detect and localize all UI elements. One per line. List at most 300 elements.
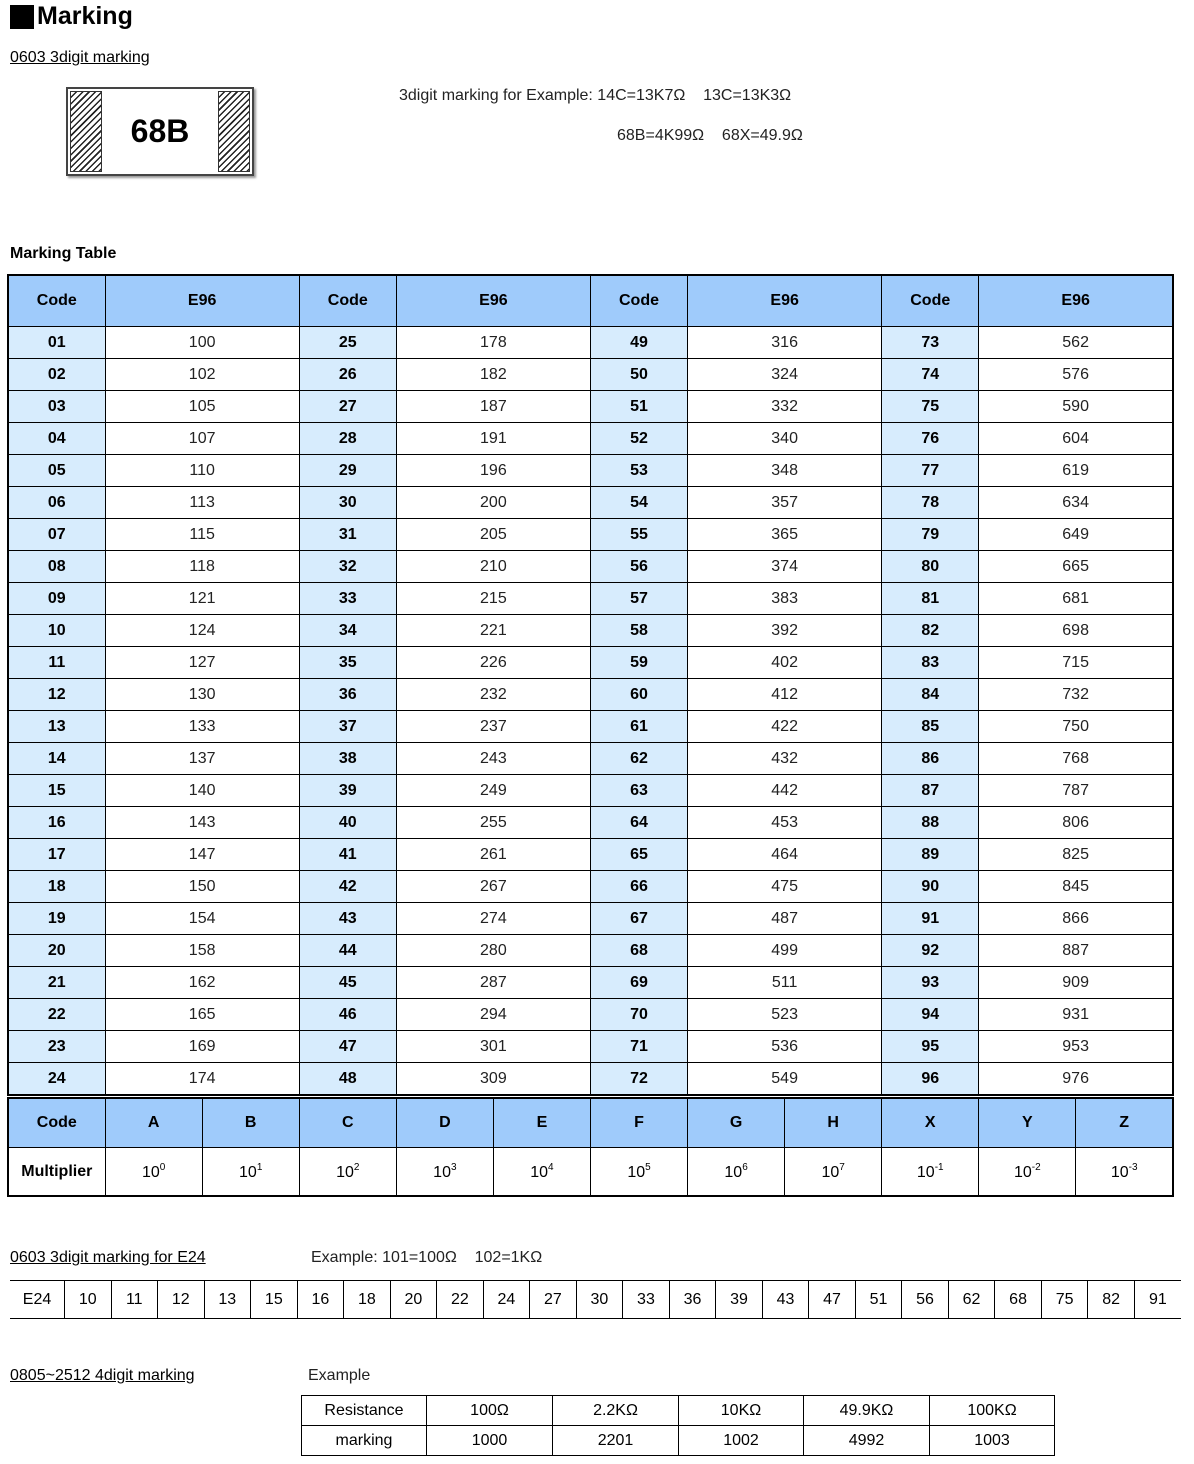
code-cell: 89 <box>882 839 979 871</box>
e96-value-cell: 105 <box>105 391 299 423</box>
code-cell: 78 <box>882 487 979 519</box>
table-row <box>8 743 1173 775</box>
code-cell: 54 <box>590 487 687 519</box>
code-cell: 57 <box>590 583 687 615</box>
code-cell: 33 <box>299 583 396 615</box>
example-3digit-line2: 68B=4K99Ω 68X=49.9Ω <box>617 127 803 144</box>
code-cell: 51 <box>590 391 687 423</box>
e96-value-cell: 147 <box>105 839 299 871</box>
e96-value-cell: 392 <box>688 615 882 647</box>
multiplier-exponent: 1 <box>256 1161 263 1173</box>
multiplier-value-cell <box>202 1148 299 1197</box>
code-cell: 74 <box>882 359 979 391</box>
code-cell: 30 <box>299 487 396 519</box>
code-cell: 19 <box>8 903 105 935</box>
e96-value-cell: 205 <box>396 519 590 551</box>
table-row <box>8 999 1173 1031</box>
e96-value-cell: 976 <box>979 1063 1173 1096</box>
e96-value-cell: 432 <box>688 743 882 775</box>
resistance-value-cell: 100Ω <box>427 1396 553 1426</box>
code-cell: 56 <box>590 551 687 583</box>
e96-value-cell: 348 <box>688 455 882 487</box>
marking-value-cell: 2201 <box>553 1426 679 1456</box>
e96-value-cell: 124 <box>105 615 299 647</box>
multiplier-base: 10 <box>916 1163 935 1181</box>
e96-value-cell: 732 <box>979 679 1173 711</box>
code-cell: 03 <box>8 391 105 423</box>
multiplier-code-cell: Z <box>1076 1098 1173 1148</box>
e96-value-cell: 294 <box>396 999 590 1031</box>
code-cell: 41 <box>299 839 396 871</box>
multiplier-code-cell: F <box>590 1098 687 1148</box>
e24-value-cell: 18 <box>344 1281 391 1319</box>
e96-value-cell: 110 <box>105 455 299 487</box>
code-cell: 83 <box>882 647 979 679</box>
marking-table-header <box>8 275 1173 327</box>
example-3digit-line1: 3digit marking for Example: 14C=13K7Ω 13C=13K3Ω <box>399 87 792 104</box>
e24-value-cell: 15 <box>251 1281 298 1319</box>
table-row <box>8 775 1173 807</box>
e96-value-cell: 162 <box>105 967 299 999</box>
multiplier-code-cell: A <box>105 1098 202 1148</box>
table-row <box>8 903 1173 935</box>
e96-value-cell: 169 <box>105 1031 299 1063</box>
table-row <box>8 551 1173 583</box>
e96-value-cell: 442 <box>688 775 882 807</box>
e96-value-cell: 121 <box>105 583 299 615</box>
e24-example: Example: 101=100Ω 102=1KΩ <box>311 1249 543 1266</box>
e96-value-cell: 453 <box>688 807 882 839</box>
resistance-row-label: Resistance <box>302 1396 427 1426</box>
e96-value-cell: 274 <box>396 903 590 935</box>
multiplier-base: 10 <box>141 1163 160 1181</box>
code-cell: 72 <box>590 1063 687 1096</box>
resistance-value-cell: 100KΩ <box>930 1396 1055 1426</box>
e96-value-cell: 619 <box>979 455 1173 487</box>
code-cell: 81 <box>882 583 979 615</box>
e24-value-cell: 47 <box>809 1281 856 1319</box>
multiplier-base: 10 <box>239 1163 257 1181</box>
code-cell: 13 <box>8 711 105 743</box>
resistance-value-cell: 2.2KΩ <box>553 1396 679 1426</box>
e96-value-cell: 549 <box>688 1063 882 1096</box>
code-cell: 43 <box>299 903 396 935</box>
e96-value-cell: 475 <box>688 871 882 903</box>
e96-value-cell: 374 <box>688 551 882 583</box>
multiplier-value-cell <box>882 1148 979 1197</box>
multiplier-code-cell: C <box>299 1098 396 1148</box>
e96-value-cell: 604 <box>979 423 1173 455</box>
multiplier-base: 10 <box>627 1163 646 1181</box>
header-code: Code <box>882 275 979 327</box>
code-cell: 61 <box>590 711 687 743</box>
code-cell: 25 <box>299 327 396 359</box>
multiplier-code-cell: Y <box>979 1098 1076 1148</box>
header-code: Code <box>299 275 396 327</box>
e96-value-cell: 332 <box>688 391 882 423</box>
code-cell: 34 <box>299 615 396 647</box>
code-cell: 40 <box>299 807 396 839</box>
table-row <box>8 871 1173 903</box>
resistance-row <box>302 1396 1055 1426</box>
e96-value-cell: 243 <box>396 743 590 775</box>
code-cell: 01 <box>8 327 105 359</box>
e96-value-cell: 931 <box>979 999 1173 1031</box>
code-cell: 36 <box>299 679 396 711</box>
table-row <box>8 615 1173 647</box>
code-cell: 44 <box>299 935 396 967</box>
e96-value-cell: 174 <box>105 1063 299 1096</box>
code-cell: 04 <box>8 423 105 455</box>
e96-value-cell: 255 <box>396 807 590 839</box>
e96-value-cell: 143 <box>105 807 299 839</box>
section-3digit-heading: 0603 3digit marking <box>10 49 150 66</box>
code-cell: 26 <box>299 359 396 391</box>
e96-value-cell: 523 <box>688 999 882 1031</box>
e96-value-cell: 309 <box>396 1063 590 1096</box>
resistance-value-cell: 10KΩ <box>679 1396 804 1426</box>
code-cell: 91 <box>882 903 979 935</box>
chip-marking-label: 68B <box>130 113 190 149</box>
e96-value-cell: 511 <box>688 967 882 999</box>
e96-value-cell: 953 <box>979 1031 1173 1063</box>
code-cell: 82 <box>882 615 979 647</box>
e96-value-cell: 178 <box>396 327 590 359</box>
e96-value-cell: 357 <box>688 487 882 519</box>
code-cell: 39 <box>299 775 396 807</box>
code-cell: 87 <box>882 775 979 807</box>
marking-row <box>302 1426 1055 1456</box>
e24-value-cell: 24 <box>483 1281 530 1319</box>
multiplier-code-cell: B <box>202 1098 299 1148</box>
table-row <box>8 391 1173 423</box>
multiplier-table <box>7 1097 1174 1197</box>
e96-value-cell: 340 <box>688 423 882 455</box>
header-code: Code <box>590 275 687 327</box>
e24-value-cell: 43 <box>762 1281 809 1319</box>
e96-value-cell: 715 <box>979 647 1173 679</box>
e96-value-cell: 165 <box>105 999 299 1031</box>
e96-value-cell: 150 <box>105 871 299 903</box>
e96-value-cell: 226 <box>396 647 590 679</box>
code-cell: 46 <box>299 999 396 1031</box>
multiplier-base: 10 <box>724 1163 743 1181</box>
table-row <box>8 519 1173 551</box>
multiplier-code-cell: X <box>882 1098 979 1148</box>
multiplier-value-cell <box>299 1148 396 1197</box>
code-cell: 90 <box>882 871 979 903</box>
code-cell: 24 <box>8 1063 105 1096</box>
e96-value-cell: 100 <box>105 327 299 359</box>
multiplier-code-cell: G <box>688 1098 785 1148</box>
e96-value-cell: 806 <box>979 807 1173 839</box>
code-cell: 06 <box>8 487 105 519</box>
code-cell: 45 <box>299 967 396 999</box>
hatched-terminal-left <box>70 91 102 172</box>
code-cell: 68 <box>590 935 687 967</box>
e96-value-cell: 215 <box>396 583 590 615</box>
multiplier-exponent: -3 <box>1128 1161 1138 1173</box>
e96-value-cell: 576 <box>979 359 1173 391</box>
code-cell: 11 <box>8 647 105 679</box>
e96-value-cell: 287 <box>396 967 590 999</box>
code-cell: 12 <box>8 679 105 711</box>
e24-value-cell: 13 <box>204 1281 251 1319</box>
e24-value-cell: 39 <box>716 1281 763 1319</box>
page-title <box>10 2 133 31</box>
code-cell: 08 <box>8 551 105 583</box>
table-row <box>8 583 1173 615</box>
resistor-chip-illustration <box>66 87 254 176</box>
code-cell: 14 <box>8 743 105 775</box>
code-cell: 69 <box>590 967 687 999</box>
table-row <box>8 967 1173 999</box>
code-cell: 02 <box>8 359 105 391</box>
multiplier-value-cell <box>105 1148 202 1197</box>
code-cell: 09 <box>8 583 105 615</box>
multiplier-base: 10 <box>336 1163 354 1181</box>
code-cell: 52 <box>590 423 687 455</box>
multiplier-code-cell: E <box>493 1098 590 1148</box>
multiplier-exponent: 5 <box>645 1161 651 1173</box>
e96-value-cell: 825 <box>979 839 1173 871</box>
multiplier-exponent: 6 <box>742 1161 748 1173</box>
e96-value-cell: 261 <box>396 839 590 871</box>
code-cell: 80 <box>882 551 979 583</box>
e96-value-cell: 130 <box>105 679 299 711</box>
multiplier-code-cell: H <box>785 1098 882 1148</box>
code-cell: 15 <box>8 775 105 807</box>
multiplier-base: 10 <box>821 1163 840 1181</box>
code-cell: 84 <box>882 679 979 711</box>
e24-label: E24 <box>10 1281 65 1319</box>
e24-value-cell: 33 <box>623 1281 670 1319</box>
multiplier-exponent: 4 <box>548 1161 554 1173</box>
e96-value-cell: 115 <box>105 519 299 551</box>
e96-value-cell: 158 <box>105 935 299 967</box>
e96-value-cell: 768 <box>979 743 1173 775</box>
multiplier-base: 10 <box>433 1163 451 1181</box>
hatched-terminal-right <box>218 91 250 172</box>
resistance-value-cell: 49.9KΩ <box>804 1396 930 1426</box>
multiplier-exponent: 7 <box>839 1161 845 1173</box>
code-cell: 22 <box>8 999 105 1031</box>
e96-value-cell: 154 <box>105 903 299 935</box>
multiplier-code-label: Code <box>8 1098 105 1148</box>
multiplier-exponent: 0 <box>159 1161 166 1173</box>
e96-value-cell: 280 <box>396 935 590 967</box>
header-e96: E96 <box>105 275 299 327</box>
e96-value-cell: 590 <box>979 391 1173 423</box>
e24-row <box>10 1281 1181 1319</box>
e96-value-cell: 127 <box>105 647 299 679</box>
e96-value-cell: 267 <box>396 871 590 903</box>
section-4digit-heading: 0805~2512 4digit marking <box>10 1367 195 1384</box>
e24-value-cell: 91 <box>1149 1290 1167 1308</box>
e24-value-cell: 68 <box>995 1281 1042 1319</box>
e24-value-cell: 36 <box>669 1281 716 1319</box>
table-row <box>8 487 1173 519</box>
e96-value-cell: 698 <box>979 615 1173 647</box>
e96-value-cell: 649 <box>979 519 1173 551</box>
code-cell: 17 <box>8 839 105 871</box>
multiplier-exponent: 3 <box>450 1161 457 1173</box>
e96-value-cell: 182 <box>396 359 590 391</box>
table-row <box>8 1063 1173 1096</box>
e96-value-cell: 562 <box>979 327 1173 359</box>
multiplier-code-row <box>8 1098 1173 1148</box>
marking-value-cell: 1003 <box>930 1426 1055 1456</box>
table-row <box>8 1031 1173 1063</box>
e96-value-cell: 237 <box>396 711 590 743</box>
code-cell: 28 <box>299 423 396 455</box>
e24-value-cell: 56 <box>902 1281 949 1319</box>
e24-value-cell: 10 <box>65 1281 112 1319</box>
code-cell: 05 <box>8 455 105 487</box>
e96-value-cell: 634 <box>979 487 1173 519</box>
e96-value-cell: 422 <box>688 711 882 743</box>
code-cell: 38 <box>299 743 396 775</box>
code-cell: 92 <box>882 935 979 967</box>
e24-value-cell: 22 <box>437 1281 484 1319</box>
code-cell: 65 <box>590 839 687 871</box>
code-cell: 55 <box>590 519 687 551</box>
code-cell: 37 <box>299 711 396 743</box>
page-title-text: Marking <box>37 2 133 30</box>
code-cell: 27 <box>299 391 396 423</box>
code-cell: 18 <box>8 871 105 903</box>
code-cell: 48 <box>299 1063 396 1096</box>
e96-value-cell: 137 <box>105 743 299 775</box>
section-e24-heading: 0603 3digit marking for E24 <box>10 1249 206 1266</box>
e96-value-cell: 232 <box>396 679 590 711</box>
multiplier-label: Multiplier <box>8 1148 105 1197</box>
code-cell: 96 <box>882 1063 979 1096</box>
code-cell: 93 <box>882 967 979 999</box>
e96-value-cell: 133 <box>105 711 299 743</box>
e24-value-cell: 16 <box>297 1281 344 1319</box>
code-cell: 79 <box>882 519 979 551</box>
e96-value-cell: 102 <box>105 359 299 391</box>
code-cell: 77 <box>882 455 979 487</box>
table-row <box>8 455 1173 487</box>
multiplier-value-cell <box>688 1148 785 1197</box>
e96-value-cell: 324 <box>688 359 882 391</box>
code-cell: 20 <box>8 935 105 967</box>
multiplier-value-cell <box>590 1148 687 1197</box>
code-cell: 66 <box>590 871 687 903</box>
e24-value-cell: 27 <box>530 1281 577 1319</box>
e96-value-cell: 383 <box>688 583 882 615</box>
e96-value-cell: 365 <box>688 519 882 551</box>
multiplier-value-cell <box>1076 1148 1173 1197</box>
marking-value-cell: 1002 <box>679 1426 804 1456</box>
e96-value-cell: 665 <box>979 551 1173 583</box>
e96-value-cell: 200 <box>396 487 590 519</box>
code-cell: 95 <box>882 1031 979 1063</box>
code-cell: 63 <box>590 775 687 807</box>
code-cell: 49 <box>590 327 687 359</box>
e96-value-cell: 402 <box>688 647 882 679</box>
four-digit-table <box>301 1395 1055 1456</box>
code-cell: 31 <box>299 519 396 551</box>
multiplier-value-cell <box>979 1148 1076 1197</box>
code-cell: 32 <box>299 551 396 583</box>
e96-value-cell: 191 <box>396 423 590 455</box>
table-row <box>8 359 1173 391</box>
e96-value-cell: 107 <box>105 423 299 455</box>
table-row <box>8 327 1173 359</box>
code-cell: 60 <box>590 679 687 711</box>
code-cell: 50 <box>590 359 687 391</box>
code-cell: 62 <box>590 743 687 775</box>
code-cell: 10 <box>8 615 105 647</box>
multiplier-exponent: 2 <box>353 1161 360 1173</box>
e96-value-cell: 113 <box>105 487 299 519</box>
table-row <box>8 935 1173 967</box>
e96-value-cell: 316 <box>688 327 882 359</box>
code-cell: 58 <box>590 615 687 647</box>
header-code: Code <box>8 275 105 327</box>
e96-value-cell: 221 <box>396 615 590 647</box>
code-cell: 16 <box>8 807 105 839</box>
table-row <box>8 423 1173 455</box>
e96-value-cell: 118 <box>105 551 299 583</box>
code-cell: 23 <box>8 1031 105 1063</box>
header-e96: E96 <box>979 275 1173 327</box>
multiplier-code-cell: D <box>396 1098 493 1148</box>
e24-table <box>10 1280 1181 1319</box>
code-cell: 67 <box>590 903 687 935</box>
e24-value-cell: 11 <box>111 1281 158 1319</box>
marking-value-cell: 4992 <box>804 1426 930 1456</box>
marking-table <box>7 274 1174 1096</box>
code-cell: 70 <box>590 999 687 1031</box>
e96-value-cell: 866 <box>979 903 1173 935</box>
code-cell: 53 <box>590 455 687 487</box>
e96-value-cell: 187 <box>396 391 590 423</box>
code-cell: 21 <box>8 967 105 999</box>
header-e96: E96 <box>688 275 882 327</box>
e24-value-cell: 30 <box>576 1281 623 1319</box>
multiplier-base: 10 <box>1013 1163 1032 1181</box>
e96-value-cell: 196 <box>396 455 590 487</box>
multiplier-value-cell <box>493 1148 590 1197</box>
e96-value-cell: 487 <box>688 903 882 935</box>
example-4digit-label: Example <box>308 1367 371 1384</box>
code-cell: 75 <box>882 391 979 423</box>
e24-value-cell: 62 <box>948 1281 995 1319</box>
code-cell: 35 <box>299 647 396 679</box>
square-bullet-icon <box>10 5 34 29</box>
e24-value-cell: 51 <box>855 1281 902 1319</box>
e96-value-cell: 464 <box>688 839 882 871</box>
e96-value-cell: 536 <box>688 1031 882 1063</box>
header-e96: E96 <box>396 275 590 327</box>
code-cell: 86 <box>882 743 979 775</box>
code-cell: 85 <box>882 711 979 743</box>
e96-value-cell: 681 <box>979 583 1173 615</box>
table-row <box>8 711 1173 743</box>
code-cell: 59 <box>590 647 687 679</box>
multiplier-value-row <box>8 1148 1173 1197</box>
e96-value-cell: 499 <box>688 935 882 967</box>
multiplier-value-cell <box>785 1148 882 1197</box>
multiplier-base: 10 <box>1110 1163 1129 1181</box>
e96-value-cell: 787 <box>979 775 1173 807</box>
marking-row-label: marking <box>302 1426 427 1456</box>
e24-value-cell: 82 <box>1088 1281 1135 1319</box>
